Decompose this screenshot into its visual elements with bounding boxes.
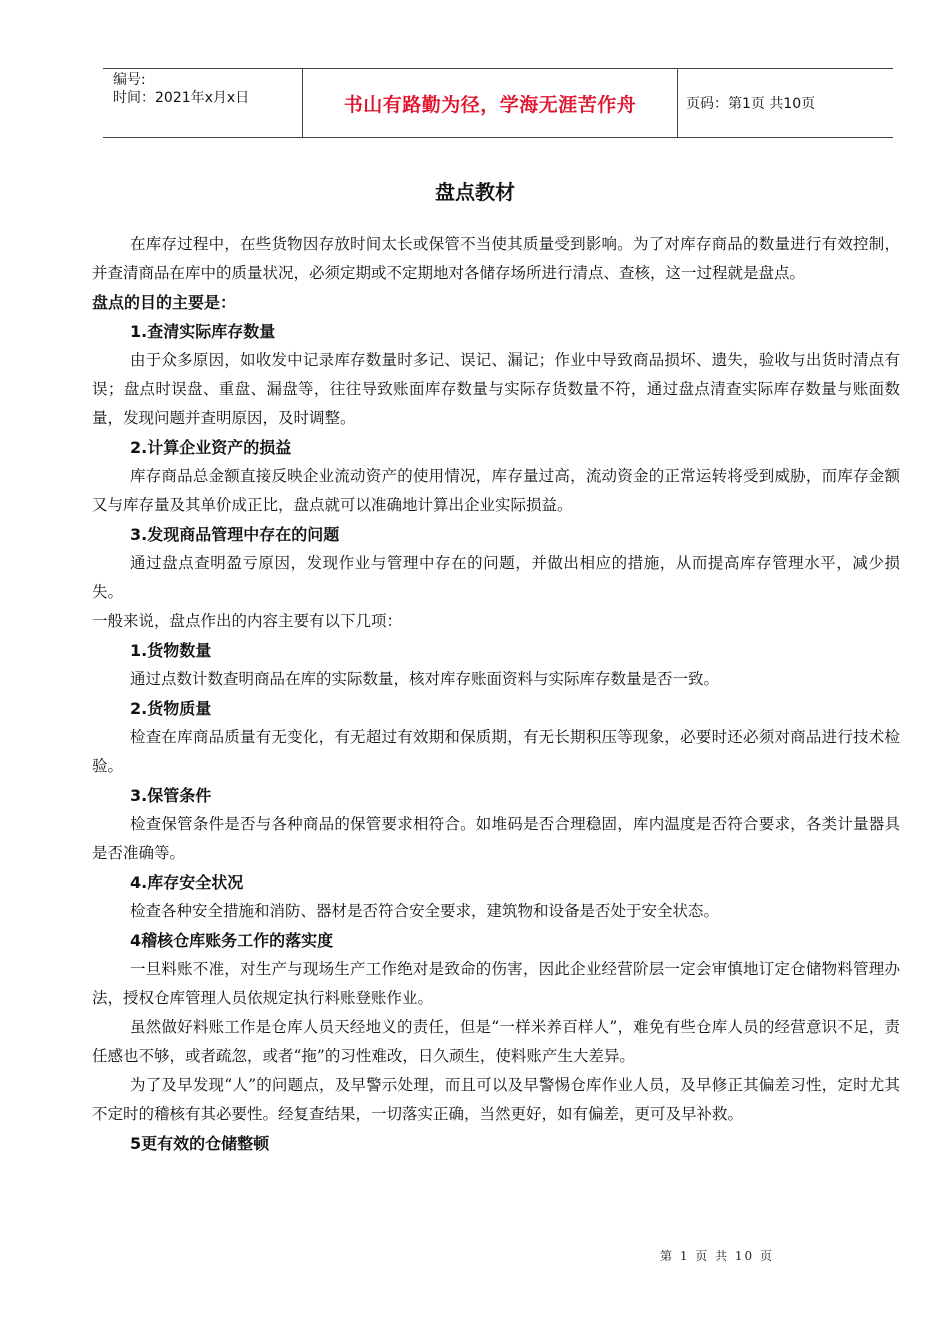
header-page-info: 页码：第1页 共10页	[686, 96, 816, 112]
subheading-check-quantity: 1.查清实际库存数量	[130, 322, 276, 341]
subheading-goods-quality: 2.货物质量	[130, 699, 212, 718]
subheading-organize: 5更有效的仓储整顿	[130, 1134, 270, 1153]
subheading-goods-quantity: 1.货物数量	[130, 641, 212, 660]
body-paragraph: 通过盘点查明盈亏原因，发现作业与管理中存在的问题，并做出相应的措施，从而提高库存管理水平，减少损失。	[92, 554, 900, 601]
header-meta-cell	[103, 69, 303, 137]
header-motto-cell	[303, 69, 678, 137]
subheading-assets: 2.计算企业资产的损益	[130, 438, 292, 457]
body-paragraph: 虽然做好料账工作是仓库人员天经地义的责任，但是“一样米养百样人”，难免有些仓库人员的经营意识不足，责任感也不够，或者疏忽，或者“拖”的习性难改，日久顽生，使料账产生大差异。	[92, 1018, 900, 1065]
document-header	[103, 68, 893, 138]
header-motto: 书山有路勤为径，学海无涯苦作舟	[343, 93, 637, 116]
page-footer: 第 1 页 共 10 页	[660, 1249, 774, 1263]
body-paragraph: 检查在库商品质量有无变化，有无超过有效期和保质期，有无长期积压等现象，必要时还必须对商品进行技术检验。	[92, 728, 900, 775]
document-title: 盘点教材	[435, 180, 515, 204]
intro-paragraph: 在库存过程中，在些货物因存放时间太长或保管不当使其质量受到影响。为了对库存商品的数量进行有效控制，并查清商品在库中的质量状况，必须定期或不定期地对各储存场所进行清点、查核，这一过程就是盘点。	[92, 235, 900, 282]
section-intro-content: 一般来说，盘点作出的内容主要有以下几项：	[92, 612, 403, 630]
time-label: 时间：2021年x月x日	[113, 90, 250, 106]
section-heading-purpose: 盘点的目的主要是：	[92, 293, 237, 312]
body-paragraph: 通过点数计数查明商品在库的实际数量，核对库存账面资料与实际库存数量是否一致。	[130, 670, 720, 688]
body-paragraph: 为了及早发现“人”的问题点，及早警示处理，而且可以及早警惕仓库作业人员，及早修正其偏差习性，定时尤其不定时的稽核有其必要性。经复查结果，一切落实正确，当然更好，如有偏差，更可及早补救。	[92, 1076, 900, 1123]
subheading-safety: 4.库存安全状况	[130, 873, 244, 892]
subheading-audit: 4稽核仓库账务工作的落实度	[130, 931, 334, 950]
document-body	[92, 230, 900, 1158]
subheading-storage-conditions: 3.保管条件	[130, 786, 212, 805]
body-paragraph: 检查各种安全措施和消防、器材是否符合安全要求，建筑物和设备是否处于安全状态。	[130, 902, 720, 920]
body-paragraph: 检查保管条件是否与各种商品的保管要求相符合。如堆码是否合理稳固，库内温度是否符合要求，各类计量器具是否准确等。	[92, 815, 900, 862]
body-paragraph: 由于众多原因，如收发中记录库存数量时多记、误记、漏记；作业中导致商品损坏、遗失，验收与出货时清点有误；盘点时误盘、重盘、漏盘等，往往导致账面库存数量与实际存货数量不符，通过盘点清查实际库存数量与账面数量，发现问题并查明原因，及时调整。	[92, 351, 900, 427]
header-page-cell	[678, 69, 893, 137]
subheading-problems: 3.发现商品管理中存在的问题	[130, 525, 340, 544]
body-paragraph: 库存商品总金额直接反映企业流动资产的使用情况，库存量过高，流动资金的正常运转将受到威胁，而库存金额又与库存量及其单价成正比，盘点就可以准确地计算出企业实际损益。	[92, 467, 900, 514]
number-label: 编号:	[113, 72, 146, 88]
body-paragraph: 一旦料账不准，对生产与现场生产工作绝对是致命的伤害，因此企业经营阶层一定会审慎地订定仓储物料管理办法，授权仓库管理人员依规定执行料账登账作业。	[92, 960, 900, 1007]
